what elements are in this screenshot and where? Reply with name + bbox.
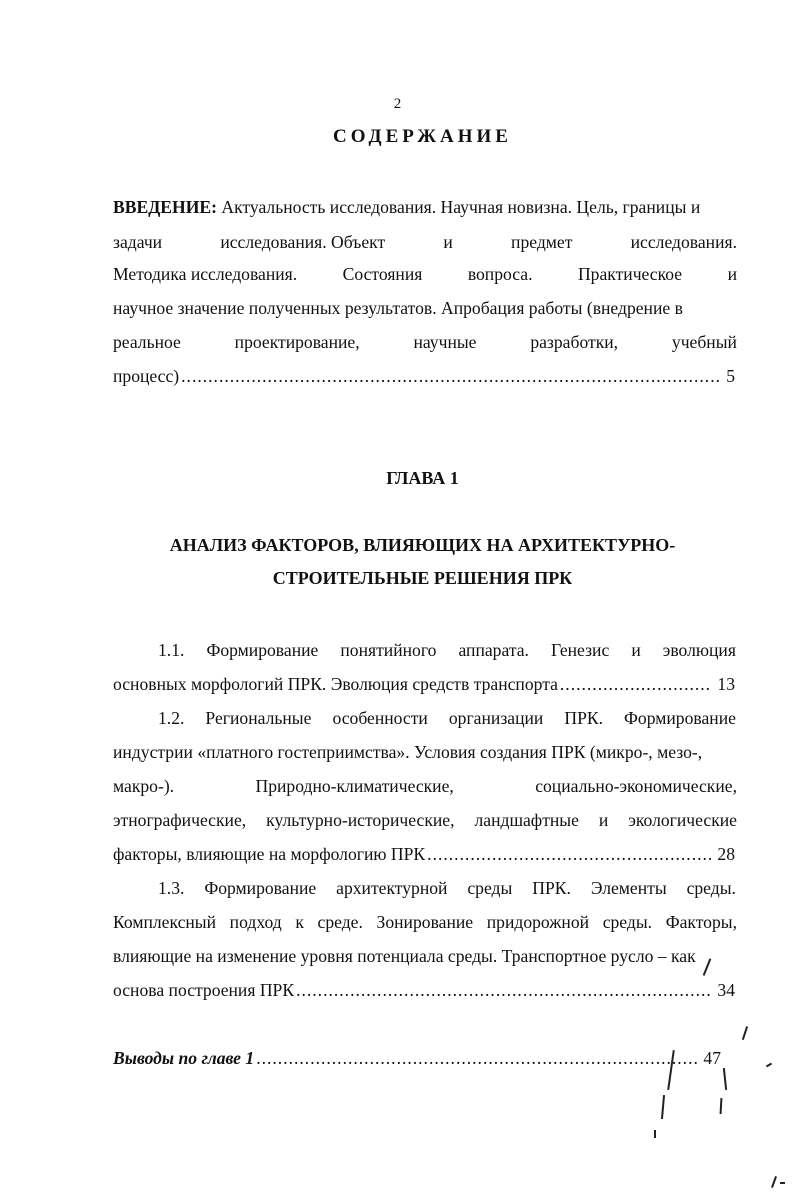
word: предмет — [511, 232, 573, 252]
section-1-2-line-1 — [158, 706, 736, 730]
word: реальное — [113, 332, 181, 352]
word: Практическое — [577, 264, 683, 284]
word: ПРК. — [564, 708, 603, 728]
word: Факторы, — [665, 912, 737, 932]
chapter-title-line-2: СТРОИТЕЛЬНЫЕ РЕШЕНИЯ ПРК — [272, 568, 573, 588]
word: 1.1. — [158, 640, 185, 660]
scan-artifact — [766, 1063, 772, 1068]
dot-leader — [560, 672, 712, 696]
word: исследования. — [630, 232, 737, 252]
dot-leader — [256, 1046, 697, 1070]
word: Состояния — [342, 264, 423, 284]
word: 1.3. — [158, 878, 185, 898]
word: разработки, — [530, 332, 619, 352]
section-1-2-line-4 — [113, 808, 737, 832]
word: учебный — [671, 332, 737, 352]
toc-entry-1-2 — [113, 842, 735, 866]
word: Региональные — [205, 708, 312, 728]
word: аппарата. — [458, 640, 529, 660]
intro-line-4: научное значение полученных результатов. Апробация работы (внедрение в — [113, 298, 683, 318]
section-1-2-line-3 — [113, 774, 737, 798]
word: научные — [413, 332, 477, 352]
toc-entry-text: процесс) — [113, 366, 180, 386]
section-1-3-line-1 — [158, 876, 736, 900]
word: Природно-климатические, — [255, 776, 454, 796]
scan-artifact — [661, 1095, 665, 1119]
word: среды. — [686, 878, 736, 898]
intro-line-3 — [113, 262, 737, 286]
toc-page-number: 13 — [717, 674, 735, 694]
toc-page-number: 34 — [717, 980, 735, 1000]
word: Элементы — [590, 878, 667, 898]
chapter-label: ГЛАВА 1 — [386, 468, 459, 488]
word: особенности — [332, 708, 428, 728]
word: задачи — [113, 232, 163, 252]
section-1-2-line-2: индустрии «платного гостеприимства». Условия создания ПРК (микро-, мезо-, — [113, 742, 703, 762]
intro-line-5 — [113, 330, 737, 354]
toc-page-number: 28 — [717, 844, 735, 864]
toc-page-number: 5 — [726, 366, 735, 386]
word: культурно-исторические, — [266, 810, 455, 830]
word: эволюция — [662, 640, 736, 660]
word: ПРК. — [532, 878, 571, 898]
toc-entry-conclusions — [113, 1046, 735, 1070]
scan-artifact — [723, 1068, 727, 1090]
word: организации — [448, 708, 544, 728]
section-1-1-line-1 — [158, 638, 736, 662]
word: архитектурной — [336, 878, 448, 898]
word: проектирование, — [234, 332, 360, 352]
word: Формирование — [624, 708, 736, 728]
word: социально-экономические, — [535, 776, 737, 796]
intro-lead: ВВЕДЕНИЕ: — [113, 197, 218, 217]
word: придорожной — [486, 912, 590, 932]
dot-leader — [181, 364, 720, 388]
toc-page-number: 47 — [703, 1048, 721, 1068]
word: Генезис — [551, 640, 610, 660]
dot-leader — [296, 978, 711, 1002]
word: Комплексный — [113, 912, 217, 932]
word: этнографические, — [113, 810, 247, 830]
word: и — [598, 810, 609, 830]
intro-line-1-text: Актуальность исследования. Научная новизна. Цель, границы и — [217, 197, 701, 217]
word: понятийного — [340, 640, 437, 660]
section-1-3-line-3: влияющие на изменение уровня потенциала среды. Транспортное русло – как — [113, 946, 696, 966]
word: подход — [229, 912, 282, 932]
word: вопроса. — [467, 264, 533, 284]
toc-entry-text: основа построения ПРК — [113, 980, 295, 1000]
word: среды — [467, 878, 513, 898]
toc-entry-text: факторы, влияющие на морфологию ПРК — [113, 844, 426, 864]
word: Методика исследования. — [113, 264, 298, 284]
word: макро-). — [113, 776, 175, 796]
word: и — [443, 232, 453, 252]
word: ландшафтные — [474, 810, 579, 830]
toc-entry-text: основных морфологий ПРК. Эволюция средств транспорта — [113, 674, 558, 694]
word: и — [631, 640, 641, 660]
scan-artifact — [720, 1098, 722, 1114]
scan-artifact — [742, 1026, 748, 1040]
toc-entry-1-3 — [113, 978, 735, 1002]
word: 1.2. — [158, 708, 185, 728]
chapter-title-line-1: АНАЛИЗ ФАКТОРОВ, ВЛИЯЮЩИХ НА АРХИТЕКТУРНО- — [169, 535, 676, 555]
word: среде. — [317, 912, 363, 932]
word: и — [727, 264, 737, 284]
word: Формирование — [204, 878, 317, 898]
word: среды. — [602, 912, 653, 932]
scan-artifact — [654, 1130, 656, 1138]
word: Зонирование — [376, 912, 474, 932]
section-1-3-line-2 — [113, 910, 737, 934]
intro-line-1 — [113, 195, 737, 219]
intro-line-2 — [113, 230, 737, 254]
toc-entry-1-1 — [113, 672, 735, 696]
word: исследования. Объект — [220, 232, 386, 252]
word: к — [295, 912, 304, 932]
scan-artifact — [771, 1176, 777, 1188]
scan-artifact — [780, 1182, 785, 1184]
page-number: 2 — [393, 96, 402, 112]
dot-leader — [427, 842, 711, 866]
word: экологические — [628, 810, 737, 830]
page-title: СОДЕРЖАНИЕ — [333, 126, 512, 147]
toc-entry-text: Выводы по главе 1 — [113, 1048, 255, 1068]
toc-entry-intro — [113, 364, 735, 388]
word: Формирование — [206, 640, 319, 660]
